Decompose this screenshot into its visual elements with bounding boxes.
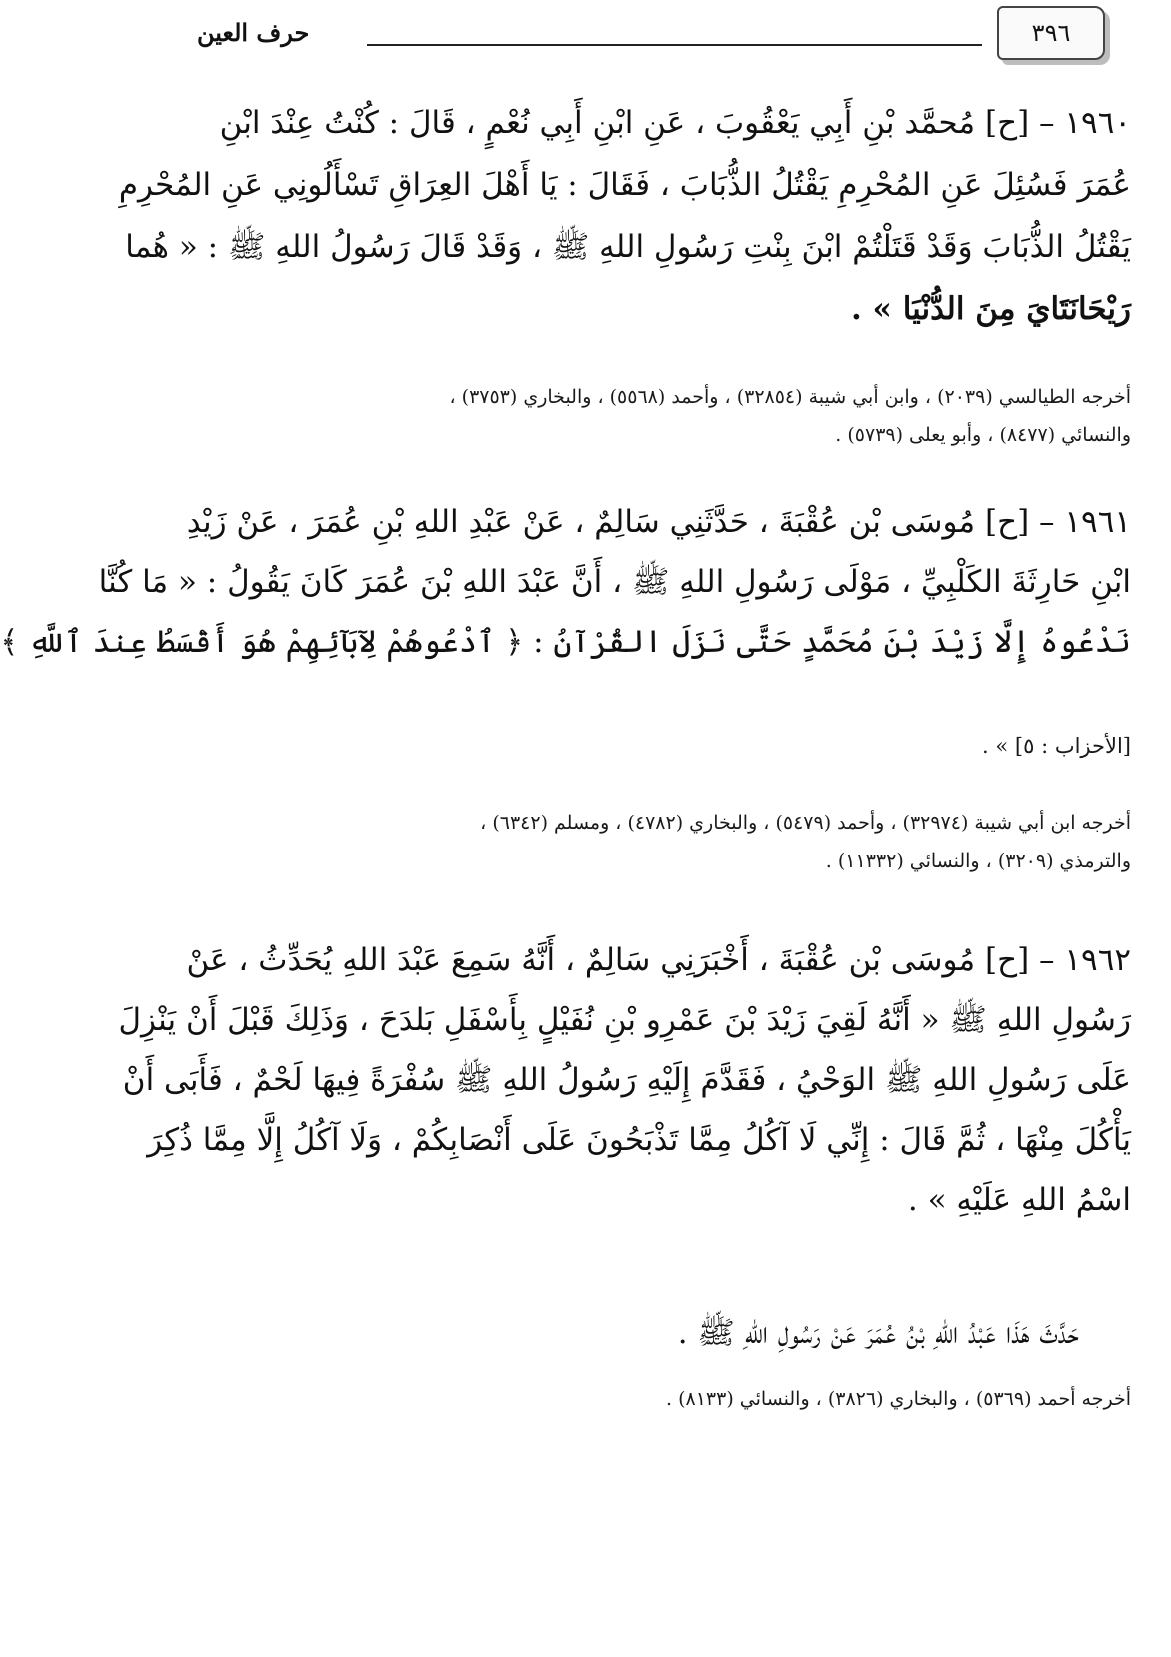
page-header bbox=[197, 6, 1121, 64]
takhrij-1961 bbox=[197, 804, 1131, 880]
hadith-line: ١٩٦١ – [ح] مُوسَى بْن عُقْبَةَ ، حَدَّثَنِي سَالِمٌ ، عَنْ عَبْدِ اللهِ بْنِ عُمَرَ ، عَنْ زَيْدِ bbox=[186, 504, 1131, 540]
takhrij-1960 bbox=[197, 378, 1131, 454]
takhrij-line: أخرجه الطيالسي (٢٠٣٩) ، وابن أبي شيبة (٣٢٨٥٤) ، وأحمد (٥٥٦٨) ، والبخاري (٣٧٥٣) ، bbox=[449, 386, 1131, 408]
hadith-line: يَقْتُلُ الذُّبَابَ وَقَدْ قَتَلْتُمْ ابْنَ بِنْتِ رَسُولِ اللهِ ﷺ ، وَقَدْ قَالَ رَسُولُ اللهِ ﷺ : « هُما bbox=[125, 229, 1131, 265]
hadith-line: ١٩٦٢ – [ح] مُوسَى بْن عُقْبَةَ ، أَخْبَرَنِي سَالِمٌ ، أَنَّهُ سَمِعَ عَبْدَ اللهِ يُحَدِّثُ ، عَنْ bbox=[186, 942, 1131, 978]
hadith-line: ١٩٦٠ – [ح] مُحمَّد بْنِ أَبِي يَعْقُوبَ ، عَنِ ابْنِ أَبِي نُعْمٍ ، قَالَ : كُنْتُ عِنْدَ ابْنِ bbox=[219, 105, 1131, 141]
takhrij-line: أخرجه أحمد (٥٣٦٩) ، والبخاري (٣٨٢٦) ، والنسائي (٨١٣٣) . bbox=[666, 1388, 1131, 1410]
hadith-line: اسْمُ اللهِ عَلَيْهِ » . bbox=[907, 1182, 1131, 1218]
hadith-line: عَلَى رَسُولِ اللهِ ﷺ الوَحْيُ ، فَقَدَّمَ إِلَيْهِ رَسُولُ اللهِ ﷺ سُفْرَةً فِيهَا لَحْمٌ ، فَأَبَى أَنْ bbox=[122, 1062, 1131, 1098]
page-number-box bbox=[997, 6, 1105, 60]
hadith-line: رَيْحَانَتَايَ مِنَ الدُّنْيَا » . bbox=[850, 291, 1131, 327]
takhrij-line: أخرجه ابن أبي شيبة (٣٢٩٧٤) ، وأحمد (٥٤٧٩) ، والبخاري (٤٧٨٢) ، ومسلم (٦٣٤٢) ، bbox=[480, 812, 1131, 834]
hadith-line: ابْنِ حَارِثَةَ الكَلْبِيِّ ، مَوْلَى رَسُولِ اللهِ ﷺ ، أَنَّ عَبْدَ اللهِ بْنَ عُمَرَ كَانَ يَقُولُ : « مَا كُنَّا bbox=[98, 564, 1131, 600]
hadith-line: عُمَرَ فَسُئِلَ عَنِ المُحْرِمِ يَقْتُلُ الذُّبَابَ ، فَقَالَ : يَا أَهْلَ العِرَاقِ تَسْأَلُونِي عَنِ المُحْرِمِ bbox=[118, 167, 1131, 203]
quran-citation: [الأحزاب : ٥] » . bbox=[982, 734, 1131, 758]
takhrij-line: والنسائي (٨٤٧٧) ، وأبو يعلى (٥٧٣٩) . bbox=[835, 424, 1131, 446]
chapter-title: حرف العين bbox=[197, 18, 310, 47]
takhrij-line: والترمذي (٣٢٠٩) ، والنسائي (١١٣٣٢) . bbox=[825, 850, 1131, 872]
hadith-1962-note bbox=[197, 1308, 1079, 1358]
quran-reference bbox=[197, 728, 1131, 764]
hadith-line: يَأْكُلَ مِنْهَا ، ثُمَّ قَالَ : إِنِّي لَا آكُلُ مِمَّا تَذْبَحُونَ عَلَى أَنْصَابِكُمْ ، وَلَا آكُلُ إِلَّا مِمَّا ذُكِرَ bbox=[147, 1122, 1131, 1158]
hadith-1960 bbox=[118, 92, 1131, 340]
hadith-line: نَدْعُوهُ إِلَّا زَيْدَ بْنَ مُحَمَّدٍ حَتَّى نَزَلَ القُرْآنُ : ﴿ ٱدْعُوهُمْ لِآبَآئِهِمْ هُوَ أَقْسَطُ عِندَ ٱللَّهِ ﴾ bbox=[0, 624, 1131, 660]
header-rule bbox=[367, 44, 982, 46]
page-number: ٣٩٦ bbox=[1031, 19, 1071, 47]
takhrij-1962 bbox=[197, 1380, 1131, 1418]
hadith-note: حَدَّثَ هَذَا عَبْدُ اللهِ بْنُ عُمَرَ عَنْ رَسُولِ اللهِ ﷺ . bbox=[677, 1315, 1079, 1351]
hadith-1961 bbox=[0, 492, 1131, 672]
hadith-line: رَسُولِ اللهِ ﷺ « أَنَّهُ لَقِيَ زَيْدَ بْنَ عَمْرِو بْنِ نُفَيْلٍ بِأَسْفَلِ بَلدَحَ ، وَذَلِكَ قَبْلَ أَنْ يَنْزِلَ bbox=[118, 1002, 1131, 1038]
hadith-1962 bbox=[118, 930, 1131, 1230]
